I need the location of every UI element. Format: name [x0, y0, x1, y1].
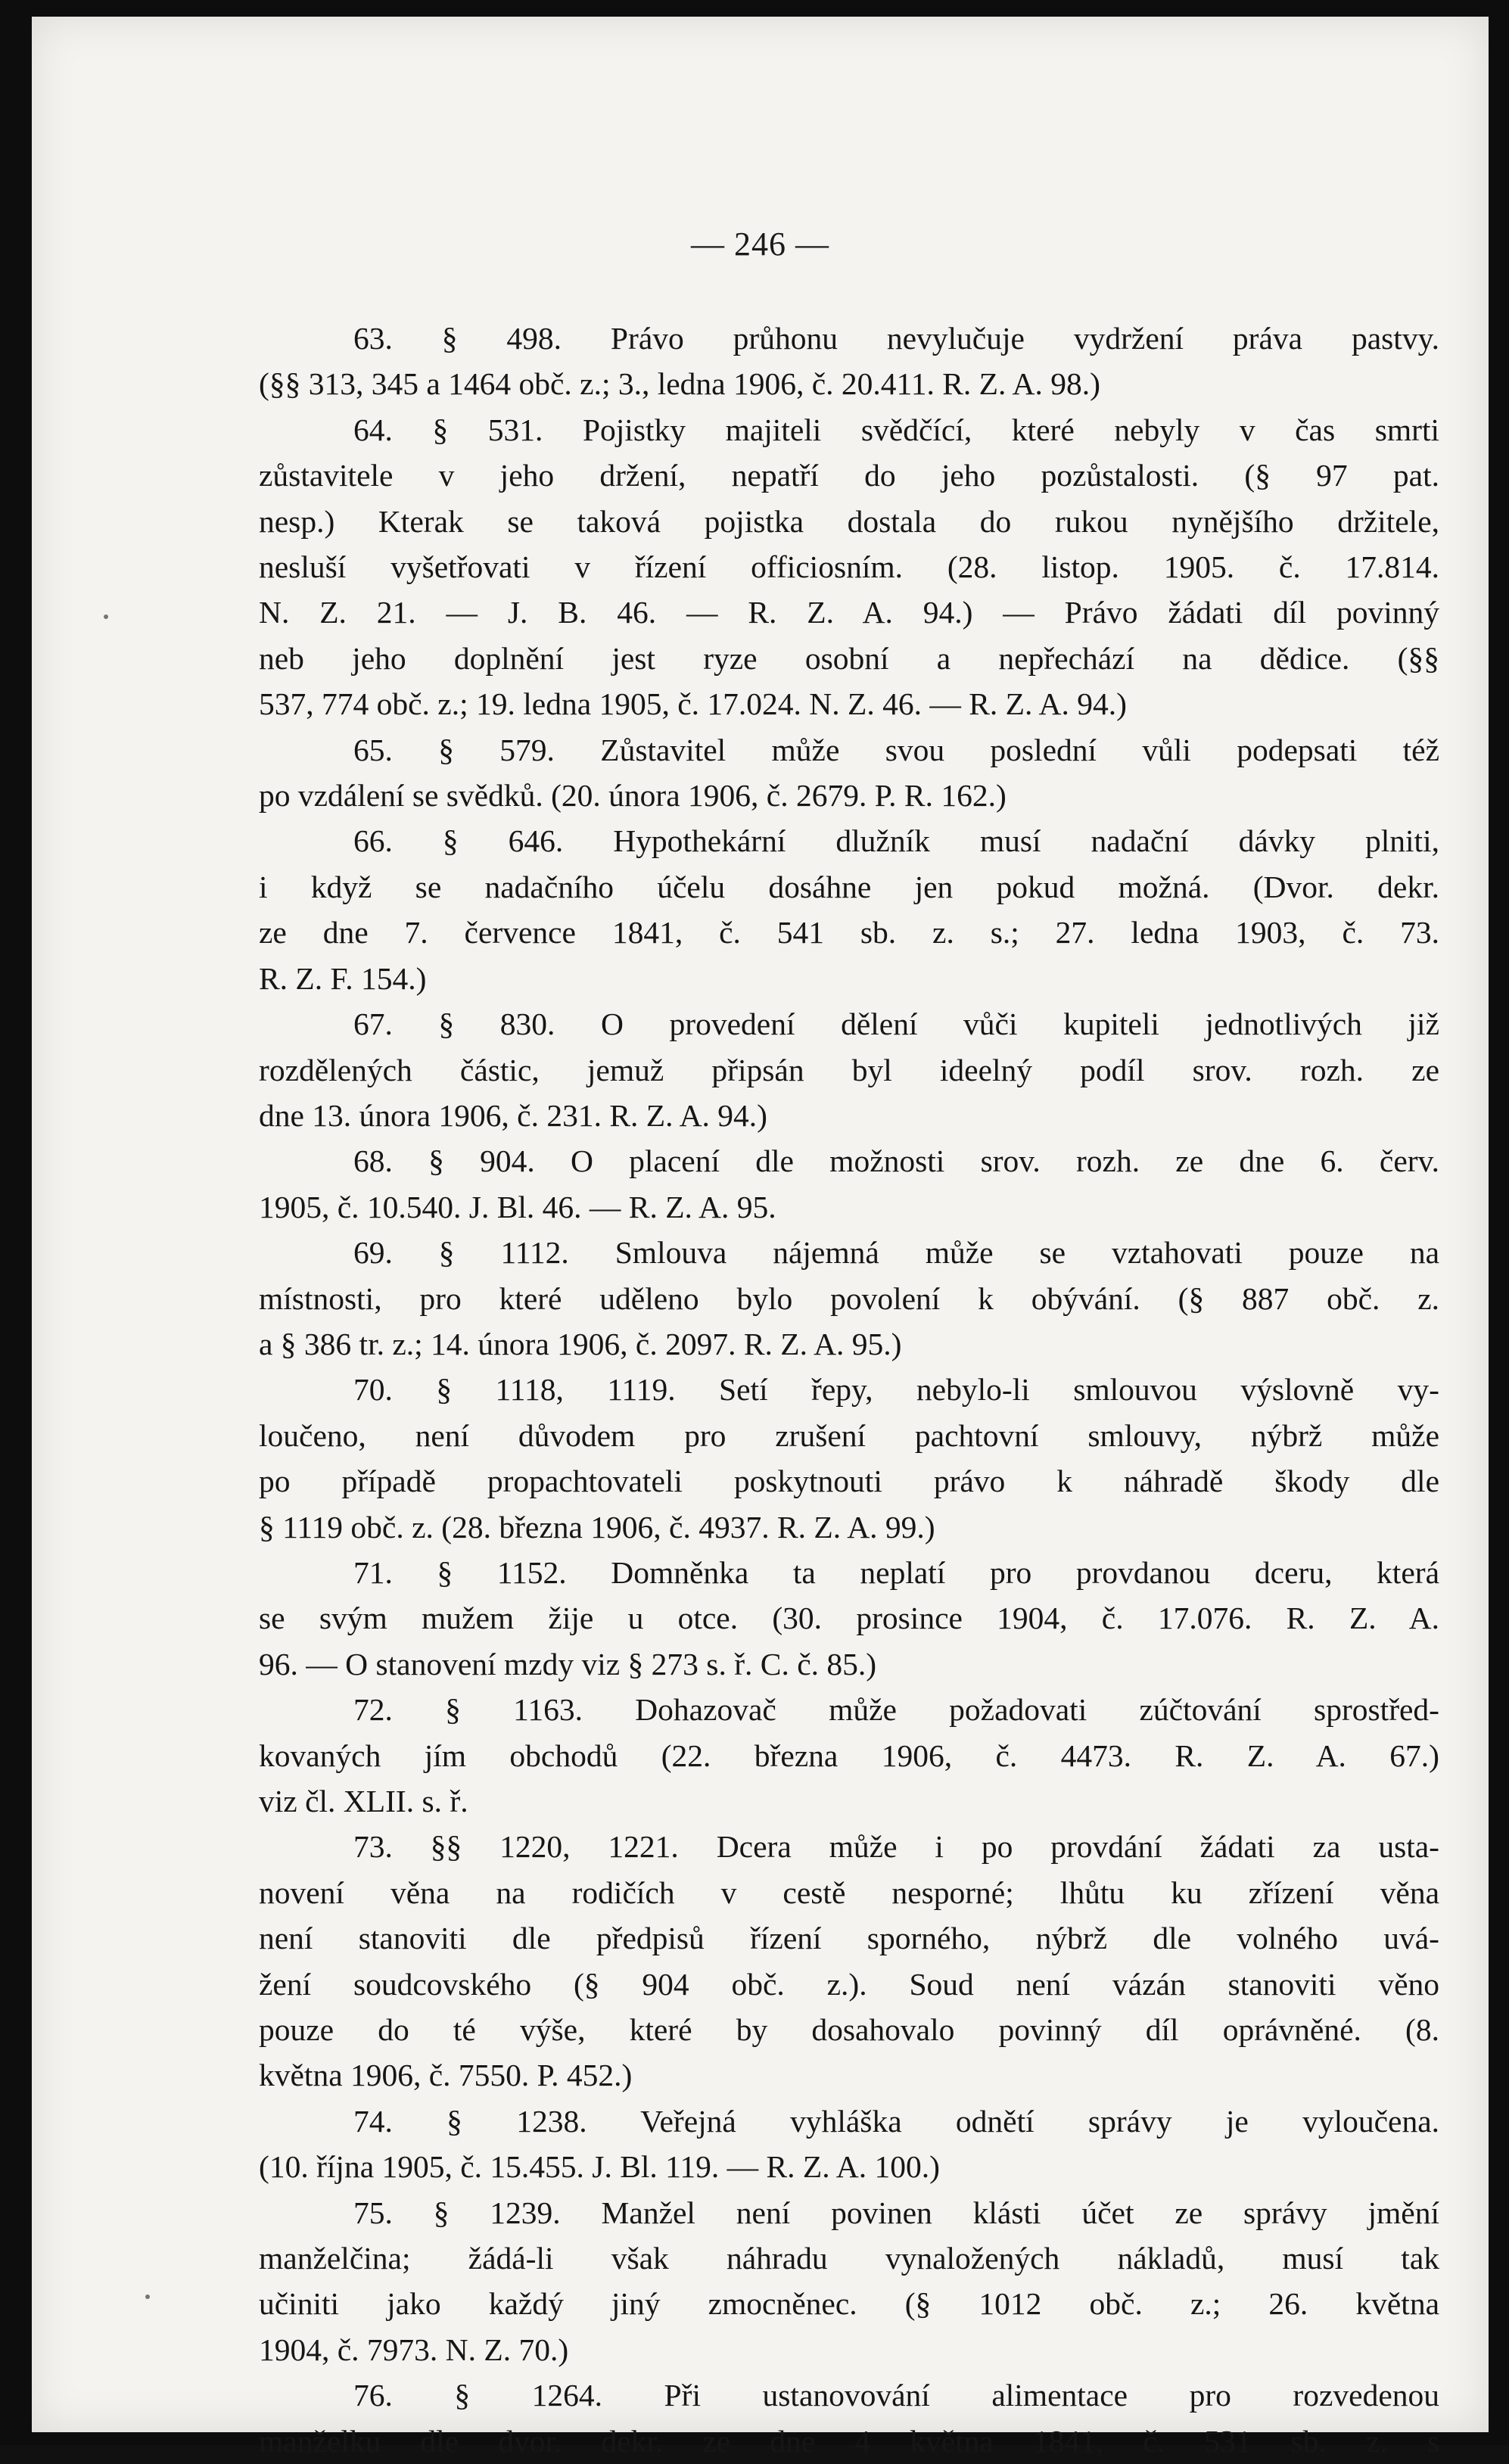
text-line: 66. § 646. Hypothekární dlužník musí nadační dávky plniti,	[353, 823, 1439, 859]
page-speck	[145, 2294, 150, 2299]
text-line: viz čl. XLII. s. ř.	[259, 1784, 468, 1818]
text-line: po případě propachtovateli poskytnouti právo k náhradě škody dle	[259, 1464, 1439, 1499]
text-line: se svým mužem žije u otce. (30. prosince 1904, č. 17.076. R. Z. A.	[259, 1601, 1439, 1636]
text-line: dne 13. února 1906, č. 231. R. Z. A. 94.)	[259, 1097, 767, 1133]
text-line: 63. § 498. Právo průhonu nevylučuje vydržení práva pastvy.	[353, 321, 1439, 356]
legal-text-body	[259, 316, 1439, 2464]
text-line: N. Z. 21. — J. B. 46. — R. Z. A. 94.) — Právo žádati díl povinný	[259, 595, 1439, 630]
text-line: 64. § 531. Pojistky majiteli svědčící, které nebyly v čas smrti	[353, 412, 1439, 447]
page-speck	[104, 614, 108, 619]
text-line: manželku dle dvor. dekr. ze dne 4 května 1841, č. 531 sb. z. s	[259, 2423, 1439, 2459]
text-line: 70. § 1118, 1119. Setí řepy, nebylo-li smlouvou výslovně vy-	[353, 1372, 1439, 1408]
text-line: 74. § 1238. Veřejná vyhláška odnětí správy je vyloučena.	[353, 2103, 1439, 2139]
text-line: rozdělených částic, jemuž připsán byl ideelný podíl srov. rozh. ze	[259, 1052, 1439, 1087]
text-line: 69. § 1112. Smlouva nájemná může se vztahovati pouze na	[353, 1235, 1439, 1271]
text-line: žení soudcovského (§ 904 obč. z.). Soud není vázán stanoviti věno	[259, 1966, 1439, 2002]
text-line: 76. § 1264. Při ustanovování alimentace pro rozvedenou	[353, 2378, 1439, 2413]
text-line: nesluší vyšetřovati v řízení officiosním. (28. listop. 1905. č. 17.814.	[259, 549, 1439, 585]
text-line: zůstavitele v jeho držení, nepatří do jeho pozůstalosti. (§ 97 pat.	[259, 458, 1439, 493]
text-line: 67. § 830. O provedení dělení vůči kupiteli jednotlivých již	[353, 1006, 1439, 1042]
text-line: loučeno, není důvodem pro zrušení pachtovní smlouvy, nýbrž může	[259, 1417, 1439, 1453]
text-line: 68. § 904. O placení dle možnosti srov. rozh. ze dne 6. červ.	[353, 1143, 1439, 1179]
page-number: — 246 —	[691, 226, 829, 263]
text-line: novení věna na rodičích v cestě nesporné; lhůtu ku zřízení věna	[259, 1874, 1439, 1910]
text-line: 72. § 1163. Dohazovač může požadovati zúčtování sprostřed-	[353, 1692, 1439, 1728]
text-line: 75. § 1239. Manžel není povinen klásti účet ze správy jmění	[353, 2195, 1439, 2230]
text-line: 71. § 1152. Domněnka ta neplatí pro provdanou dceru, která	[353, 1554, 1439, 1590]
text-line: po vzdálení se svědků. (20. února 1906, č. 2679. P. R. 162.)	[259, 778, 1007, 814]
text-line: nesp.) Kterak se taková pojistka dostala do rukou nynějšího držitele,	[259, 503, 1439, 539]
text-line: ze dne 7. července 1841, č. 541 sb. z. s.; 27. ledna 1903, č. 73.	[259, 915, 1439, 950]
text-line: kovaných jím obchodů (22. března 1906, č. 4473. R. Z. A. 67.)	[259, 1738, 1439, 1773]
text-line: května 1906, č. 7550. P. 452.)	[259, 2058, 633, 2093]
text-line: 1904, č. 7973. N. Z. 70.)	[259, 2332, 569, 2367]
book-page	[32, 17, 1489, 2459]
text-line: 73. §§ 1220, 1221. Dcera může i po provdání žádati za usta-	[353, 1829, 1439, 1865]
text-line: není stanoviti dle předpisů řízení sporného, nýbrž dle volného uvá-	[259, 1921, 1439, 1956]
text-line: místnosti, pro které uděleno bylo povolení k obývání. (§ 887 obč. z.	[259, 1280, 1439, 1316]
text-line: (§§ 313, 345 a 1464 obč. z.; 3., ledna 1906, č. 20.411. R. Z. A. 98.)	[259, 366, 1100, 402]
text-line: neb jeho doplnění jest ryze osobní a nepřechází na dědice. (§§	[259, 640, 1439, 676]
text-line: § 1119 obč. z. (28. března 1906, č. 4937. R. Z. A. 99.)	[259, 1509, 935, 1545]
text-line: pouze do té výše, které by dosahovalo povinný díl oprávněné. (8.	[259, 2012, 1439, 2048]
text-line: 537, 774 obč. z.; 19. ledna 1905, č. 17.024. N. Z. 46. — R. Z. A. 94.)	[259, 686, 1127, 722]
text-line: 1905, č. 10.540. J. Bl. 46. — R. Z. A. 95.	[259, 1189, 776, 1224]
text-line: i když se nadačního účelu dosáhne jen pokud možná. (Dvor. dekr.	[259, 869, 1439, 904]
text-line: 65. § 579. Zůstavitel může svou poslední vůli podepsati též	[353, 732, 1439, 767]
text-line: (10. října 1905, č. 15.455. J. Bl. 119. — R. Z. A. 100.)	[259, 2149, 940, 2185]
text-line: a § 386 tr. z.; 14. února 1906, č. 2097. R. Z. A. 95.)	[259, 1326, 902, 1361]
text-line: manželčina; žádá-li však náhradu vynaložených nákladů, musí tak	[259, 2241, 1439, 2276]
text-line: R. Z. F. 154.)	[259, 960, 427, 996]
text-line: 96. — O stanovení mzdy viz § 273 s. ř. C. č. 85.)	[259, 1646, 877, 1682]
text-line: učiniti jako každý jiný zmocněnec. (§ 1012 obč. z.; 26. května	[259, 2286, 1439, 2322]
